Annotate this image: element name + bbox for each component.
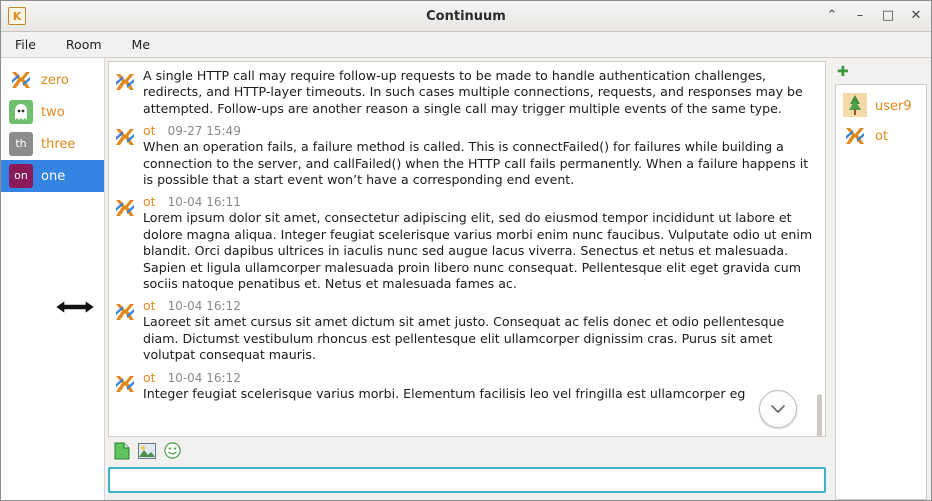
shade-button[interactable]: ⌃ — [826, 8, 838, 23]
title-bar — [1, 1, 931, 32]
message-timestamp: 10-04 16:11 — [167, 195, 241, 210]
room-avatar: on — [9, 164, 33, 188]
scrollbar-thumb[interactable] — [817, 394, 822, 437]
minimize-button[interactable]: – — [856, 8, 864, 23]
room-label: one — [41, 168, 66, 184]
add-member-icon[interactable]: ✚ — [837, 64, 849, 80]
member-avatar — [843, 93, 867, 120]
window-title: Continuum — [426, 8, 506, 24]
attach-file-icon[interactable] — [114, 442, 130, 463]
room-item-zero[interactable] — [1, 64, 104, 96]
message-text: Lorem ipsum dolor sit amet, consectetur adipiscing elit, sed do eiusmod tempor incididunt ut labore et dolore magna aliqua. Integer feugiat scelerisque varius morbi enim nunc faucibus. Vulputate odio ut enim blandit. Orci dapibus ultrices in iaculis nunc sed augue lacus viverra. Senectus et netus et malesuada. Sapien et ligula ullamcorper malesuada proin libero nunc consequat. Pellentesque elit eget gravida cum sociis natoque penatibus et. Netus et malesuada fames ac. — [143, 210, 813, 292]
sidebar-resize-handle[interactable] — [53, 294, 97, 320]
rooms-sidebar — [1, 58, 105, 500]
message-item — [113, 370, 815, 408]
room-label: zero — [41, 72, 69, 88]
message-composer[interactable] — [108, 467, 826, 493]
jump-to-bottom-button[interactable] — [759, 390, 797, 428]
room-label: two — [41, 104, 65, 120]
message-username: ot — [143, 123, 156, 139]
members-header — [831, 62, 931, 82]
member-label: ot — [875, 128, 889, 144]
menu-room[interactable]: Room — [65, 37, 102, 52]
message-header — [143, 370, 815, 386]
member-avatar — [843, 124, 867, 148]
message-scrollbar[interactable] — [816, 64, 823, 434]
message-header — [143, 123, 815, 139]
message-item — [113, 68, 815, 123]
message-avatar — [113, 68, 137, 117]
message-text: Integer feugiat scelerisque varius morbi. Elementum facilisis leo vel fringilla est ullamcorper eg — [143, 385, 746, 401]
chat-column — [105, 58, 831, 500]
message-list — [108, 61, 826, 437]
message-item — [113, 298, 815, 369]
message-body — [143, 68, 815, 117]
message-text: Laoreet sit amet cursus sit amet dictum sit amet justo. Consequat ac felis donec et odio pellentesque diam. Dictumst vestibulum rhoncus est pellentesque elit ullamcorper dignissim cras. Purus sit amet volutpat consequat mauris. — [143, 314, 785, 363]
message-body — [143, 370, 815, 402]
menu-bar — [1, 32, 931, 58]
message-input[interactable] — [110, 469, 824, 491]
message-username: ot — [143, 194, 156, 210]
room-item-one[interactable] — [1, 160, 104, 192]
attach-image-icon[interactable] — [138, 443, 156, 462]
room-avatar: th — [9, 132, 33, 156]
close-button[interactable]: ✕ — [910, 8, 922, 23]
message-avatar — [113, 370, 137, 402]
main-body — [1, 58, 931, 500]
message-item — [113, 194, 815, 298]
message-item — [113, 123, 815, 194]
menu-me[interactable]: Me — [131, 37, 151, 52]
message-header — [143, 298, 815, 314]
composer-toolbar — [108, 437, 826, 467]
member-item-ot[interactable] — [836, 121, 926, 151]
room-item-three[interactable] — [1, 128, 104, 160]
menu-file[interactable]: File — [15, 37, 36, 52]
message-timestamp: 10-04 16:12 — [167, 370, 241, 385]
chevron-down-icon — [768, 399, 788, 419]
message-body — [143, 123, 815, 188]
member-item-user9[interactable] — [836, 91, 926, 121]
room-avatar — [9, 68, 33, 92]
message-username: ot — [143, 298, 156, 314]
message-timestamp: 09-27 15:49 — [167, 124, 241, 139]
message-body — [143, 194, 815, 292]
window-controls — [825, 9, 923, 23]
room-item-two[interactable] — [1, 96, 104, 128]
message-avatar — [113, 123, 137, 188]
message-text: When an operation fails, a failure method is called. This is connectFailed() for failures while building a connection to the server, and callFailed() when the HTTP call fails permanently. When a failure happens it is possible that a start event won’t have a corresponding end event. — [143, 139, 809, 188]
emoji-icon[interactable] — [164, 442, 181, 462]
message-username: ot — [143, 369, 156, 385]
message-body — [143, 298, 815, 363]
room-label: three — [41, 136, 76, 152]
members-sidebar — [831, 58, 931, 500]
app-icon: K — [8, 7, 26, 25]
message-timestamp: 10-04 16:12 — [167, 299, 241, 314]
members-list — [835, 84, 927, 500]
message-avatar — [113, 194, 137, 292]
message-text: A single HTTP call may require follow-up requests to be made to handle authentication challenges, redirects, and HTTP-layer timeouts. In such cases multiple connections, requests, and responses may be attempted. Follow-ups are another reason a single call may trigger multiple events of the same type. — [143, 68, 803, 116]
message-header — [143, 194, 815, 210]
message-avatar — [113, 298, 137, 363]
maximize-button[interactable]: □ — [881, 8, 895, 23]
member-label: user9 — [875, 98, 912, 114]
room-avatar — [9, 100, 33, 124]
